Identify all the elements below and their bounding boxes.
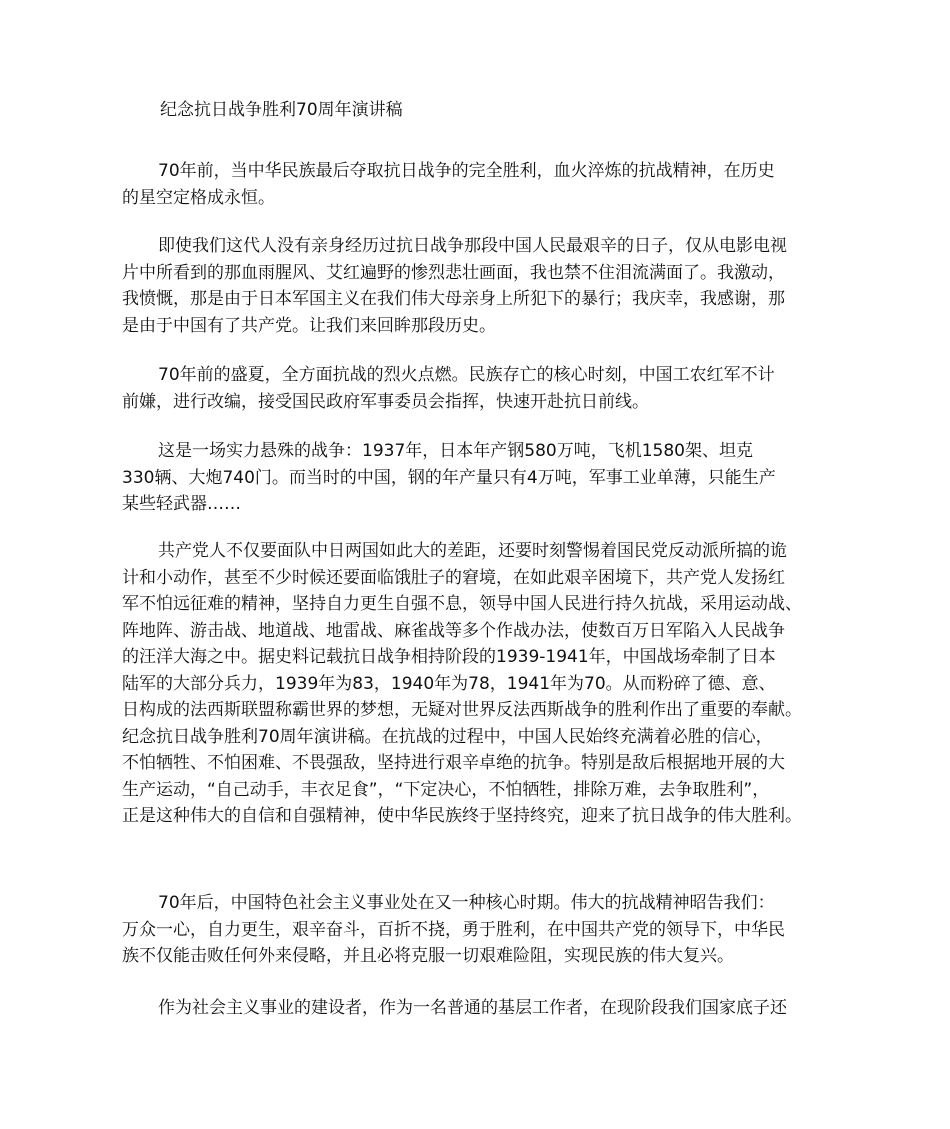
paragraph-line: 某些轻武器…… [122, 494, 241, 514]
paragraph-5 [122, 538, 837, 830]
paragraph-line: 前嫌，进行改编，接受国民政府军事委员会指挥，快速开赴抗日前线。 [122, 391, 649, 412]
paragraph-7 [122, 995, 837, 1022]
paragraph-1 [122, 158, 837, 211]
paragraph-line: 这是一场实力悬殊的战争：1937年，日本年产钢580万吨，飞机1580架、坦克 [158, 441, 753, 461]
paragraph-line: 70年前的盛夏，全方面抗战的烈火点燃。民族存亡的核心时刻，中国工农红军不计 [158, 365, 775, 385]
paragraph-line: 的星空定格成永恒。 [122, 187, 275, 208]
paragraph-line: 纪念抗日战争胜利70周年演讲稿。在抗战的过程中，中国人民始终充满着必胜的信心， [122, 726, 773, 747]
document-title: 纪念抗日战争胜利70周年演讲稿 [160, 100, 403, 120]
paragraph-line: 作为社会主义事业的建设者，作为一名普通的基层工作者，在现阶段我们国家底子还 [158, 998, 787, 1018]
paragraph-line: 是由于中国有了共产党。让我们来回眸那段历史。 [122, 315, 496, 336]
paragraph-line: 的汪洋大海之中。据史料记载抗日战争相持阶段的1939-1941年，中国战场牵制了日本 [122, 647, 776, 667]
paragraph-line: 不怕牺牲、不怕困难、不畏强敌，坚持进行艰辛卓绝的抗争。特别是敌后根据地开展的大 [122, 753, 785, 773]
paragraph-line: 日构成的法西斯联盟称霸世界的梦想，无疑对世界反法西斯战争的胜利作出了重要的奉献。 [122, 700, 802, 720]
paragraph-4 [122, 438, 837, 518]
paragraph-3 [122, 362, 837, 415]
paragraph-6 [122, 890, 837, 970]
paragraph-line: 共产党人不仅要面队中日两国如此大的差距，还要时刻警惕着国民党反动派所搞的诡 [158, 541, 787, 561]
paragraph-line: 生产运动，“自己动手，丰衣足食”，“下定决心，不怕牺牲，排除万难，去争取胜利”， [122, 779, 770, 800]
paragraph-line: 军不怕远征难的精神，坚持自力更生自强不息，领导中国人民进行持久抗战，采用运动战、 [122, 594, 802, 614]
paragraph-line: 70年后，中国特色社会主义事业处在又一种核心时期。伟大的抗战精神昭告我们： [158, 893, 775, 913]
paragraph-line: 阵地阵、游击战、地道战、地雷战、麻雀战等多个作战办法，使数百万日军陷入人民战争 [122, 620, 785, 641]
paragraph-line: 陆军的大部分兵力，1939年为83，1940年为78，1941年为70。从而粉碎了德、意、 [122, 673, 776, 694]
paragraph-line: 70年前，当中华民族最后夺取抗日战争的完全胜利，血火淬炼的抗战精神，在历史 [158, 161, 775, 181]
paragraph-line: 正是这种伟大的自信和自强精神，使中华民族终于坚持终究，迎来了抗日战争的伟大胜利。 [122, 806, 802, 826]
paragraph-2 [122, 233, 837, 339]
paragraph-line: 计和小动作，甚至不少时候还要面临饿肚子的窘境，在如此艰辛困境下，共产党人发扬红 [122, 567, 785, 588]
paragraph-line: 我愤慨，那是由于日本军国主义在我们伟大母亲身上所犯下的暴行；我庆幸，我感谢，那 [122, 289, 785, 309]
paragraph-line: 片中所看到的那血雨腥风、艾红遍野的惨烈悲壮画面，我也禁不住泪流满面了。我激动， [122, 262, 785, 283]
paragraph-line: 万众一心，自力更生，艰辛奋斗，百折不挠，勇于胜利，在中国共产党的领导下，中华民 [122, 919, 785, 940]
paragraph-line: 即使我们这代人没有亲身经历过抗日战争那段中国人民最艰辛的日子，仅从电影电视 [158, 236, 787, 256]
paragraph-line: 330辆、大炮740门。而当时的中国，钢的年产量只有4万吨，军事工业单薄，只能生产 [122, 467, 776, 488]
paragraph-line: 族不仅能击败任何外来侵略，并且必将克服一切艰难险阻，实现民族的伟大复兴。 [122, 946, 734, 966]
